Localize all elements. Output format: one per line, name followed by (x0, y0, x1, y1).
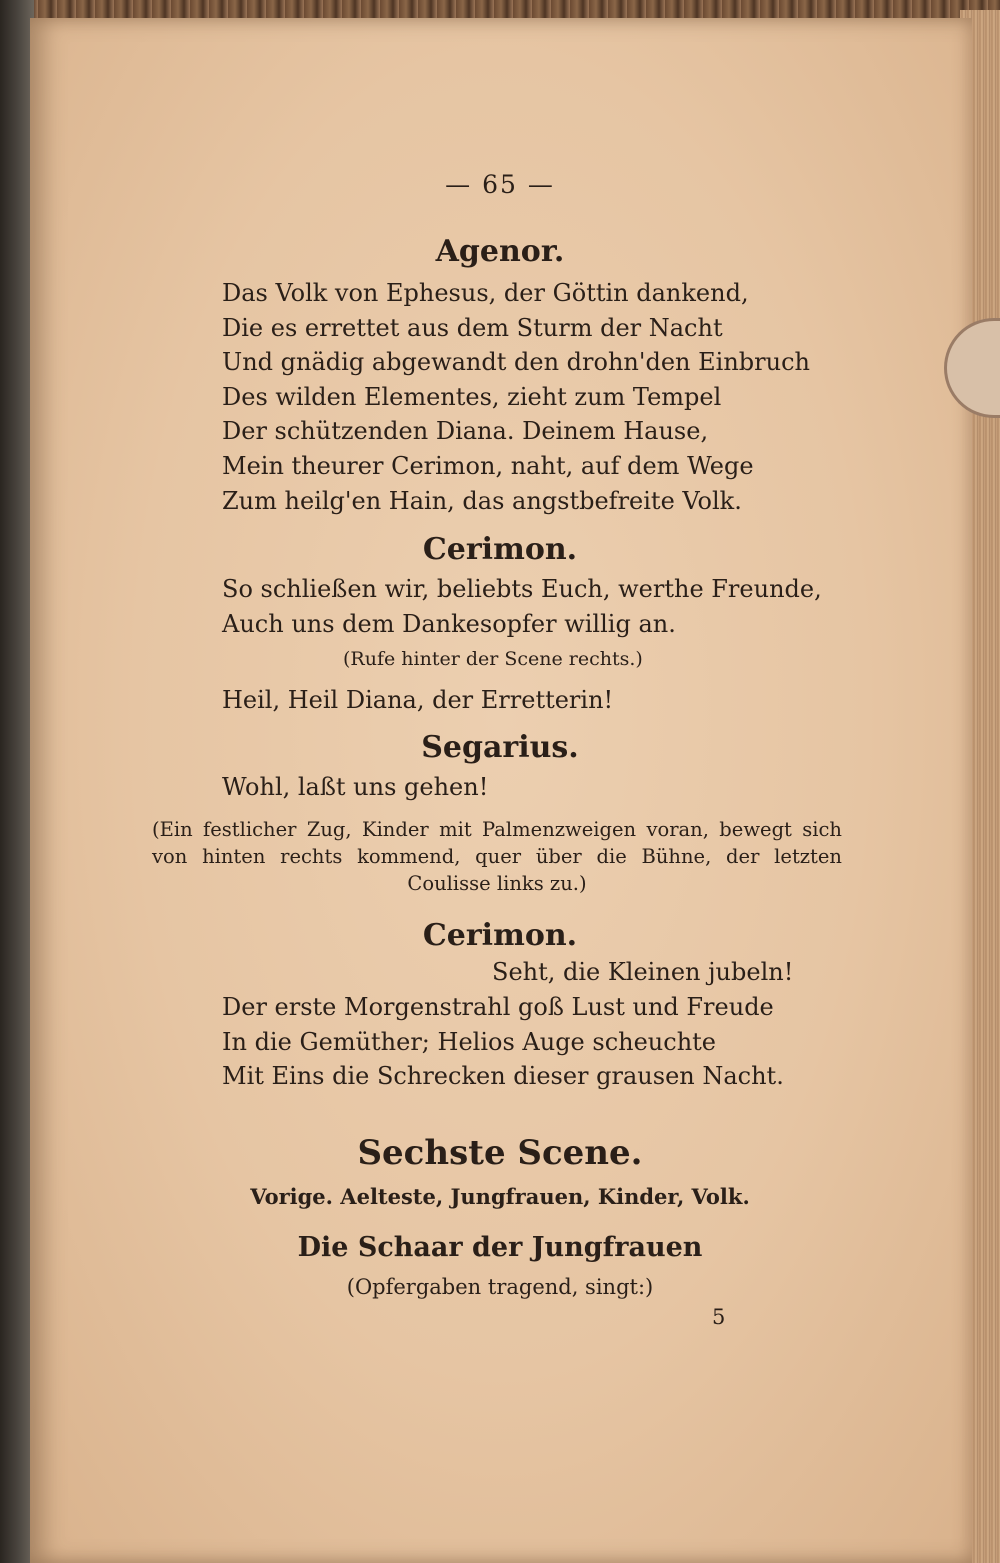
verse-line: Die es errettet aus dem Sturm der Nacht (222, 313, 723, 342)
scene-cast: Vorige. Aelteste, Jungfrauen, Kinder, Volk. (250, 1184, 750, 1209)
verse-line: Und gnädig abgewandt den drohn'den Einbruch (222, 348, 810, 377)
verse-cerimon-1-after (222, 683, 613, 718)
speaker-agenor: Agenor. (435, 234, 565, 269)
verse-cerimon-1 (222, 572, 822, 641)
verse-line: Zum heilg'en Hain, das angstbefreite Volk. (222, 486, 742, 515)
verse-line: Auch uns dem Dankesopfer willig an. (222, 609, 676, 638)
chorus-stage-direction: (Opfergaben tragend, singt:) (346, 1275, 654, 1299)
verse-line: Der erste Morgenstrahl goß Lust und Freude (222, 993, 774, 1021)
verse-line: Das Volk von Ephesus, der Göttin dankend, (222, 279, 749, 307)
verse-cerimon-2-first (492, 955, 793, 990)
scene-title: Sechste Scene. (357, 1133, 643, 1173)
verse-line: So schließen wir, beliebts Euch, werthe Freunde, (222, 575, 822, 603)
verse-line: In die Gemüther; Helios Auge scheuchte (222, 1027, 717, 1056)
signature-mark: 5 (712, 1305, 726, 1329)
verse-line: Seht, die Kleinen jubeln! (492, 958, 794, 986)
page-number: — 65 — (445, 170, 555, 199)
verse-line: Mein theurer Cerimon, naht, auf dem Wege (222, 451, 754, 480)
verse-line: Mit Eins die Schrecken dieser grausen Nacht. (222, 1062, 784, 1091)
speaker-cerimon: Cerimon. (422, 532, 578, 567)
verse-cerimon-2 (222, 990, 784, 1094)
verse-line: Wohl, laßt uns gehen! (222, 773, 489, 801)
speaker-cerimon: Cerimon. (422, 918, 578, 953)
chorus-heading: Die Schaar der Jungfrauen (297, 1232, 703, 1263)
stage-direction: (Rufe hinter der Scene rechts.) (343, 648, 643, 670)
speaker-segarius: Segarius. (421, 730, 579, 765)
verse-agenor (222, 276, 810, 518)
verse-line: Der schützenden Diana. Deinem Hause, (222, 417, 709, 446)
verse-segarius (222, 770, 488, 805)
verse-line: Heil, Heil Diana, der Erretterin! (222, 686, 614, 714)
verse-line: Des wilden Elementes, zieht zum Tempel (222, 382, 722, 411)
stage-direction-procession: (Ein festlicher Zug, Kinder mit Palmenzweigen voran, bewegt sich von hinten rechts kommend, quer über die Bühne, der letzten Coulisse links zu.) (152, 818, 842, 895)
